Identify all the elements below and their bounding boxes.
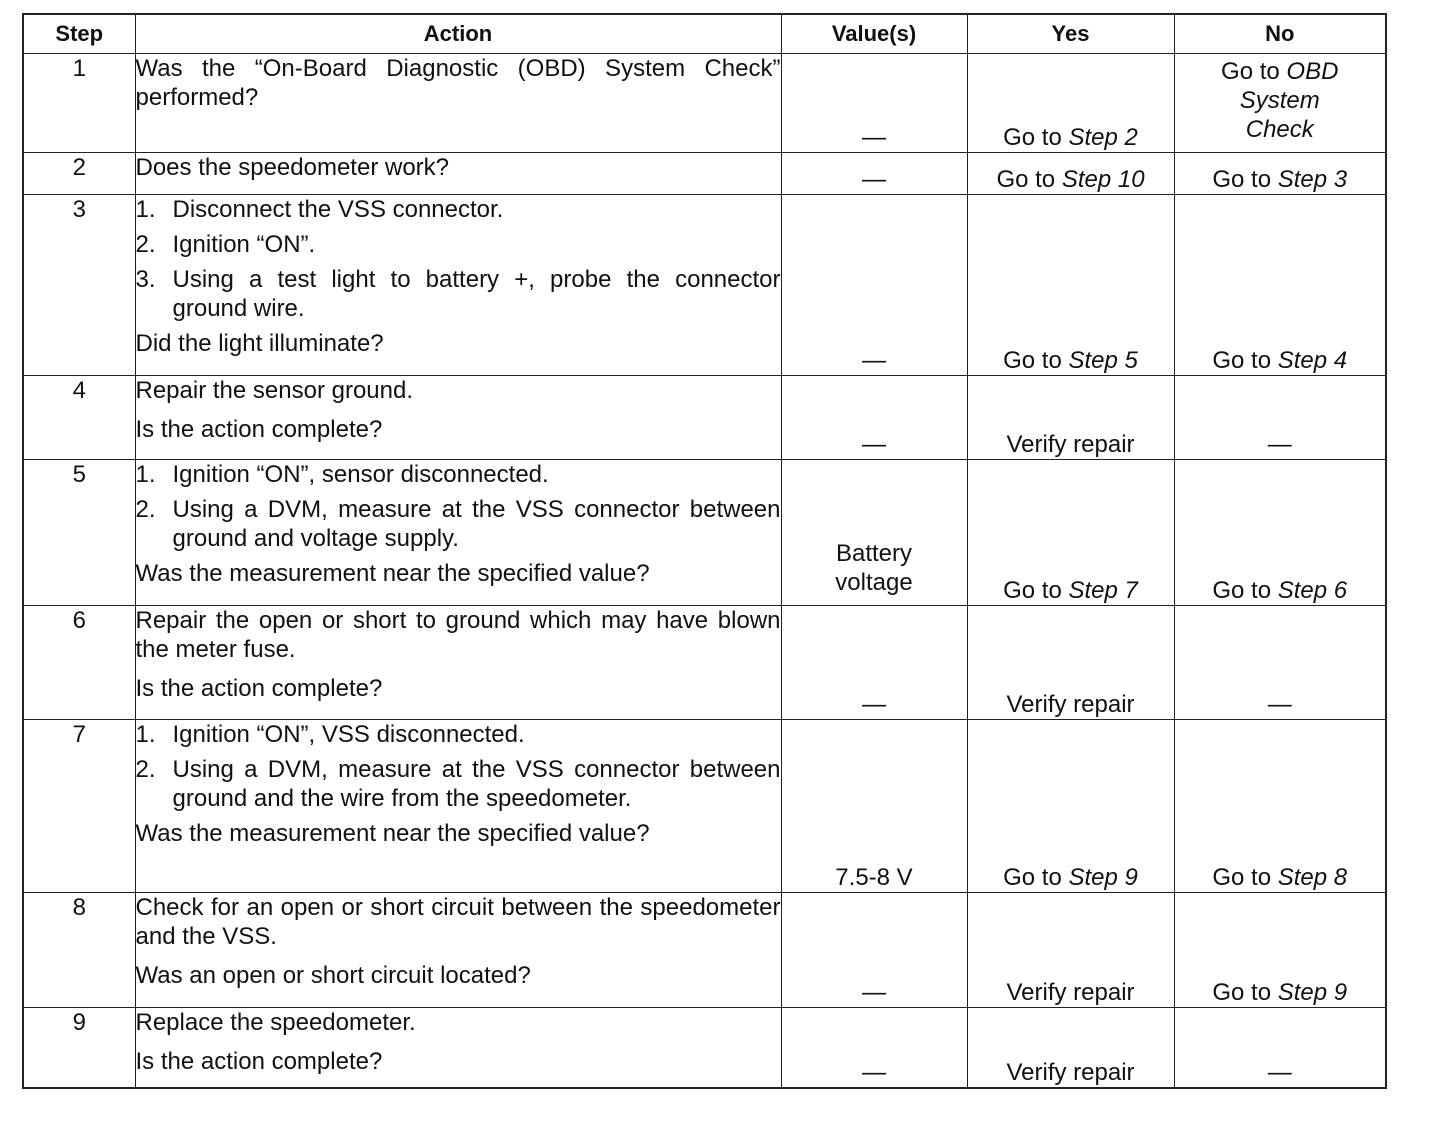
item-text: Using a test light to battery +, probe the connector ground wire. [172, 266, 781, 322]
yes-text: Verify repair [1006, 979, 1135, 1006]
no-cell [1174, 195, 1386, 376]
yes-text: Go to [1003, 577, 1069, 604]
action-question: Is the action complete? [135, 1048, 383, 1075]
yes-cell [967, 195, 1174, 376]
item-text: Disconnect the VSS connector. [172, 196, 504, 223]
header-no: No [1174, 14, 1386, 54]
list-item [136, 230, 781, 259]
yes-text: Go to [1003, 864, 1069, 891]
list-item [136, 195, 781, 224]
table-row [23, 54, 1386, 153]
action-question: Did the light illuminate? [135, 330, 384, 357]
no-text: Go to [1212, 347, 1278, 374]
no-text: — [1267, 691, 1292, 718]
yes-cell [967, 54, 1174, 153]
item-text: Using a DVM, measure at the VSS connector between ground and the wire from the speedometer. [172, 756, 781, 812]
header-values: Value(s) [781, 14, 967, 54]
yes-step-reference: Step 10 [1061, 166, 1145, 193]
step-number: 3 [23, 195, 135, 376]
yes-text: Go to [1003, 124, 1069, 151]
no-step-reference: Step 8 [1277, 864, 1348, 891]
yes-cell [967, 460, 1174, 606]
action-cell [135, 54, 781, 153]
no-cell [1174, 460, 1386, 606]
item-text: Ignition “ON”, sensor disconnected. [172, 461, 549, 488]
table-row [23, 606, 1386, 720]
yes-text: Verify repair [1006, 1058, 1135, 1086]
value-cell: — [781, 376, 967, 460]
no-text: — [1267, 431, 1292, 458]
action-question: Was the measurement near the specified value? [135, 820, 650, 847]
action-steps-list [136, 195, 781, 323]
action-question: Was the measurement near the specified value? [135, 560, 650, 587]
value-cell: Battery voltage [781, 460, 967, 606]
item-text: Ignition “ON”. [172, 231, 316, 258]
action-cell [135, 606, 781, 720]
no-step-reference: Step 4 [1277, 347, 1348, 374]
table-row [23, 195, 1386, 376]
no-text: — [1267, 1058, 1292, 1086]
list-item [136, 495, 781, 553]
action-text: Replace the speedometer. [135, 1009, 416, 1036]
diagnostic-table [22, 13, 1387, 1089]
yes-cell [967, 153, 1174, 195]
step-number: 7 [23, 720, 135, 893]
action-text: Was the “On-Board Diagnostic (OBD) System Check” performed? [135, 55, 781, 111]
value-cell: — [781, 1008, 967, 1088]
yes-text: Go to [996, 166, 1062, 193]
header-step: Step [23, 14, 135, 54]
value-cell: — [781, 54, 967, 153]
yes-cell [967, 606, 1174, 720]
header-yes: Yes [967, 14, 1174, 54]
yes-text: Verify repair [1006, 691, 1135, 718]
table-row [23, 376, 1386, 460]
step-number: 1 [23, 54, 135, 153]
step-number: 5 [23, 460, 135, 606]
yes-cell [967, 1008, 1174, 1088]
item-text: Using a DVM, measure at the VSS connector between ground and voltage supply. [172, 496, 781, 552]
no-text: Go to [1212, 577, 1278, 604]
yes-text: Go to [1003, 347, 1069, 374]
value-cell: 7.5-8 V [781, 720, 967, 893]
yes-step-reference: Step 7 [1068, 577, 1138, 604]
step-number: 4 [23, 376, 135, 460]
yes-step-reference: Step 9 [1068, 864, 1138, 891]
item-number: 1. [135, 721, 156, 748]
yes-step-reference: Step 2 [1068, 124, 1138, 151]
item-number: 2. [135, 231, 156, 258]
item-number: 1. [135, 196, 156, 223]
action-cell [135, 195, 781, 376]
item-text: Ignition “ON”, VSS disconnected. [172, 721, 525, 748]
no-cell [1174, 720, 1386, 893]
action-cell [135, 460, 781, 606]
header-action: Action [135, 14, 781, 54]
item-number: 1. [135, 461, 156, 488]
value-cell: — [781, 195, 967, 376]
no-cell [1174, 376, 1386, 460]
list-item [136, 265, 781, 323]
action-cell [135, 720, 781, 893]
action-cell [135, 376, 781, 460]
list-item [136, 755, 781, 813]
action-cell [135, 1008, 781, 1088]
table-row [23, 893, 1386, 1008]
list-item [136, 460, 781, 489]
no-text: Go to [1221, 58, 1287, 85]
action-cell [135, 893, 781, 1008]
step-number: 2 [23, 153, 135, 195]
table-row [23, 153, 1386, 195]
action-text: Does the speedometer work? [135, 154, 449, 181]
item-number: 2. [135, 756, 156, 783]
action-question: Is the action complete? [135, 416, 383, 443]
action-text: Repair the open or short to ground which may have blown the meter fuse. [135, 607, 781, 663]
action-question: Was an open or short circuit located? [135, 962, 531, 989]
action-cell [135, 153, 781, 195]
item-number: 2. [135, 496, 156, 523]
no-cell [1174, 606, 1386, 720]
no-cell [1174, 54, 1386, 153]
item-number: 3. [135, 266, 156, 293]
table-row [23, 460, 1386, 606]
yes-step-reference: Step 5 [1068, 347, 1138, 374]
no-step-reference: OBD System Check [1239, 58, 1339, 143]
no-cell [1174, 893, 1386, 1008]
table-body [23, 54, 1386, 1088]
yes-cell [967, 376, 1174, 460]
action-question: Is the action complete? [135, 675, 383, 702]
step-number: 6 [23, 606, 135, 720]
step-number: 9 [23, 1008, 135, 1088]
no-step-reference: Step 3 [1277, 166, 1348, 193]
value-cell: — [781, 606, 967, 720]
no-cell [1174, 1008, 1386, 1088]
action-text: Repair the sensor ground. [135, 377, 413, 404]
value-cell: — [781, 153, 967, 195]
no-cell [1174, 153, 1386, 195]
table-row [23, 720, 1386, 893]
action-text: Check for an open or short circuit between the speedometer and the VSS. [135, 894, 781, 950]
action-steps-list [136, 720, 781, 813]
yes-cell [967, 720, 1174, 893]
list-item [136, 720, 781, 749]
table-row [23, 1008, 1386, 1088]
no-text: Go to [1212, 166, 1278, 193]
yes-text: Verify repair [1006, 431, 1135, 458]
yes-cell [967, 893, 1174, 1008]
value-cell: — [781, 893, 967, 1008]
no-step-reference: Step 6 [1277, 577, 1348, 604]
action-steps-list [136, 460, 781, 553]
no-step-reference: Step 9 [1277, 979, 1348, 1006]
no-text: Go to [1212, 979, 1278, 1006]
header-row [23, 14, 1386, 54]
no-text: Go to [1212, 864, 1278, 891]
step-number: 8 [23, 893, 135, 1008]
